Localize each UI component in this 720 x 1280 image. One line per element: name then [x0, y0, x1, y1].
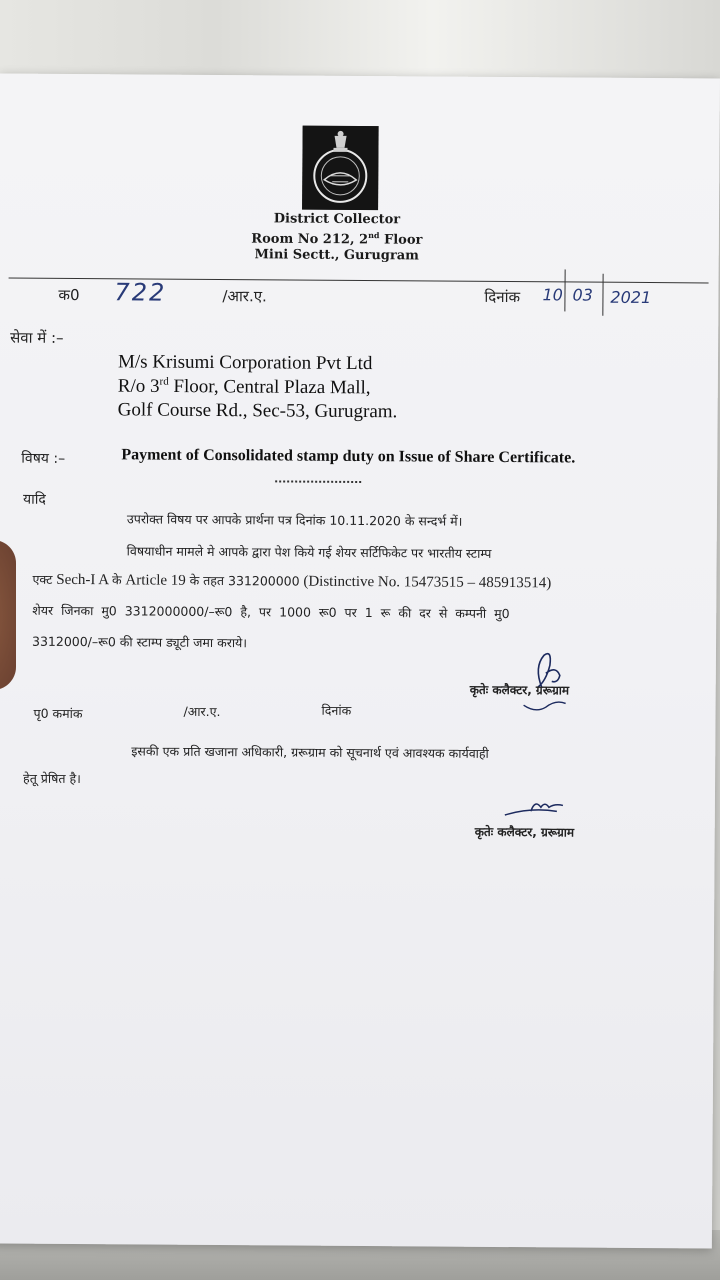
endorsement-date-label: दिनांक — [321, 702, 352, 718]
endorsement-prefix: पृ0 कमांक — [33, 705, 83, 722]
endorsement-dept: /आर.ए. — [183, 703, 221, 720]
endorsement-line-2: हेतू प्रेषित है। — [23, 770, 81, 787]
ref-date-day: 10 — [542, 285, 563, 305]
recipient-line-1: M/s Krisumi Corporation Pvt Ltd — [117, 351, 373, 375]
office-line-3: Mini Sectt., Gurugram — [254, 247, 419, 264]
signature-1-designation: कृतेः कलैक्टर, ग्ररूग्राम — [469, 682, 570, 698]
yaadi-label: यादि — [22, 491, 46, 508]
ref-number-handwritten: 722 — [114, 278, 167, 307]
finger-holding-page — [0, 540, 16, 690]
office-line-2: Room No 212, 2nd Floor — [251, 230, 423, 248]
signature-2-icon — [501, 793, 581, 824]
recipient-line-2: R/o 3rd Floor, Central Plaza Mall, — [117, 375, 371, 399]
body-paragraph-2-line-4: 3312000/–रू0 की स्टाम्प ड्यूटी जमा कराये। — [31, 633, 248, 651]
salutation: सेवा में :– — [10, 328, 64, 347]
body-paragraph-2-line-2: एक्ट Sech-I A के Article 19 के तहत 331200000 (Distinctive No. 15473515 – 485913514) — [32, 571, 552, 592]
signature-2-designation: कृतेः कलैक्टर, ग्ररूग्राम — [474, 824, 575, 840]
body-paragraph-2-line-1: विषयाधीन मामले मे आपके द्वारा पेश किये गई शेयर सर्टिफिकेट पर भारतीय स्टाम्प — [126, 543, 492, 561]
body-paragraph-2-line-3: शेयर जिनका मु0 3312000000/–रू0 है, पर 1000 रू0 पर 1 रू की दर से कम्पनी मु0 — [32, 602, 510, 622]
ref-dept: /आर.ए. — [222, 287, 267, 306]
ref-date-year: 2021 — [610, 287, 652, 308]
ref-date-month: 03 — [572, 285, 593, 305]
subject-text: Payment of Consolidated stamp duty on Issue of Share Certificate. — [121, 446, 576, 467]
ref-prefix: क0 — [58, 285, 80, 305]
body-paragraph-1: उपरोक्त विषय पर आपके प्रार्थना पत्र दिनांक 10.11.2020 के सन्दर्भ में। — [126, 511, 463, 529]
endorsement-line-1: इसकी एक प्रति खजाना अधिकारी, ग्ररूग्राम को सूचनार्थ एवं आवश्यक कार्यवाही — [131, 743, 489, 761]
subject-dotted-underline — [275, 480, 361, 483]
recipient-line-3: Golf Course Rd., Sec-53, Gurugram. — [117, 399, 398, 423]
haryana-emblem-icon — [302, 126, 379, 211]
subject-label: विषय :– — [21, 450, 66, 467]
date-separator-1 — [564, 269, 565, 311]
ref-date-label: दिनांक — [484, 287, 521, 307]
date-separator-2 — [602, 274, 603, 316]
letter-page — [0, 73, 720, 1248]
office-line-1: District Collector — [273, 211, 401, 228]
